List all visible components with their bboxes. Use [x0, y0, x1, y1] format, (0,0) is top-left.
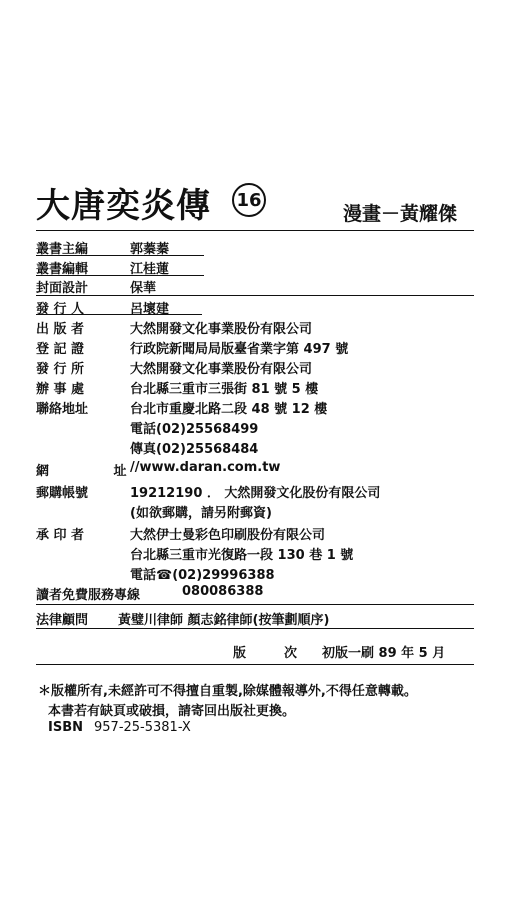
printer-phone: 電話☎(02)29996388: [130, 568, 275, 583]
registration-label: 登 記 證: [36, 342, 85, 357]
divider-top: [36, 230, 474, 231]
office-label: 辦 事 處: [36, 382, 85, 397]
editor-value: 郭蓁蓁: [130, 242, 170, 257]
postal-note: (如欲郵購，請另附郵資): [130, 506, 272, 521]
edition-label-b: 次: [284, 646, 298, 661]
hotline-label: 讀者免費服務專線: [36, 588, 141, 603]
phone-value: 電話(02)25568499: [130, 422, 259, 437]
distributor-label: 發 行 所: [36, 362, 85, 377]
cover-design-label: 封面設計: [36, 281, 89, 296]
divider-issuer: [36, 314, 202, 315]
address-label: 聯絡地址: [36, 402, 89, 417]
legal-label: 法律顧問: [36, 613, 89, 628]
edition-label-a: 版: [233, 646, 247, 661]
divider-editor: [36, 255, 204, 256]
legal-value: 黃璧川律師 顏志銘律師(按筆劃順序): [118, 613, 330, 628]
issuer-value: 呂壞建: [130, 302, 170, 317]
author-line: 漫畫－黃耀傑: [343, 203, 458, 225]
copyright-note: ＊版權所有,未經許可不得擅自重製,除媒體報導外,不得任意轉載。: [38, 684, 417, 699]
editor-label: 叢書主編: [36, 242, 89, 257]
website-value: //www.daran.com.tw: [130, 460, 281, 475]
cover-design-value: 保華: [130, 281, 157, 296]
divider-series-editor: [36, 275, 204, 276]
book-title: 大唐奕炎傳: [36, 186, 211, 226]
printer-address: 台北縣三重市光復路一段 130 巷 1 號: [130, 548, 354, 563]
printer-label: 承 印 者: [36, 528, 85, 543]
website-label: 網 址: [36, 464, 157, 479]
press-value: 大然開發文化事業股份有限公司: [130, 322, 313, 337]
printer-value: 大然伊士曼彩色印刷股份有限公司: [130, 528, 326, 543]
issuer-label: 發 行 人: [36, 302, 85, 317]
divider-edition: [36, 664, 474, 665]
registration-value: 行政院新聞局局版臺省業字第 497 號: [130, 342, 349, 357]
office-value: 台北縣三重市三張街 81 號 5 樓: [130, 382, 319, 397]
edition-value: 初版一刷 89 年 5 月: [322, 646, 446, 661]
volume-badge: 16: [232, 183, 266, 217]
isbn-label: ISBN: [48, 720, 83, 735]
hotline-value: 080086388: [182, 584, 264, 599]
divider-cover: [36, 295, 474, 296]
replacement-note: 本書若有缺頁或破損，請寄回出版社更換。: [48, 704, 296, 719]
divider-legal-bottom: [36, 628, 474, 629]
divider-legal-top: [36, 604, 474, 605]
distributor-value: 大然開發文化事業股份有限公司: [130, 362, 313, 377]
press-label: 出 版 者: [36, 322, 85, 337]
series-editor-label: 叢書編輯: [36, 262, 89, 277]
postal-account-label: 郵購帳號: [36, 486, 89, 501]
fax-value: 傳真(02)25568484: [130, 442, 259, 457]
series-editor-value: 江桂蓮: [130, 262, 170, 277]
postal-account-value: 19212190 ． 大然開發文化股份有限公司: [130, 486, 381, 501]
isbn-value: 957-25-5381-X: [94, 720, 191, 735]
address-value: 台北市重慶北路二段 48 號 12 樓: [130, 402, 328, 417]
